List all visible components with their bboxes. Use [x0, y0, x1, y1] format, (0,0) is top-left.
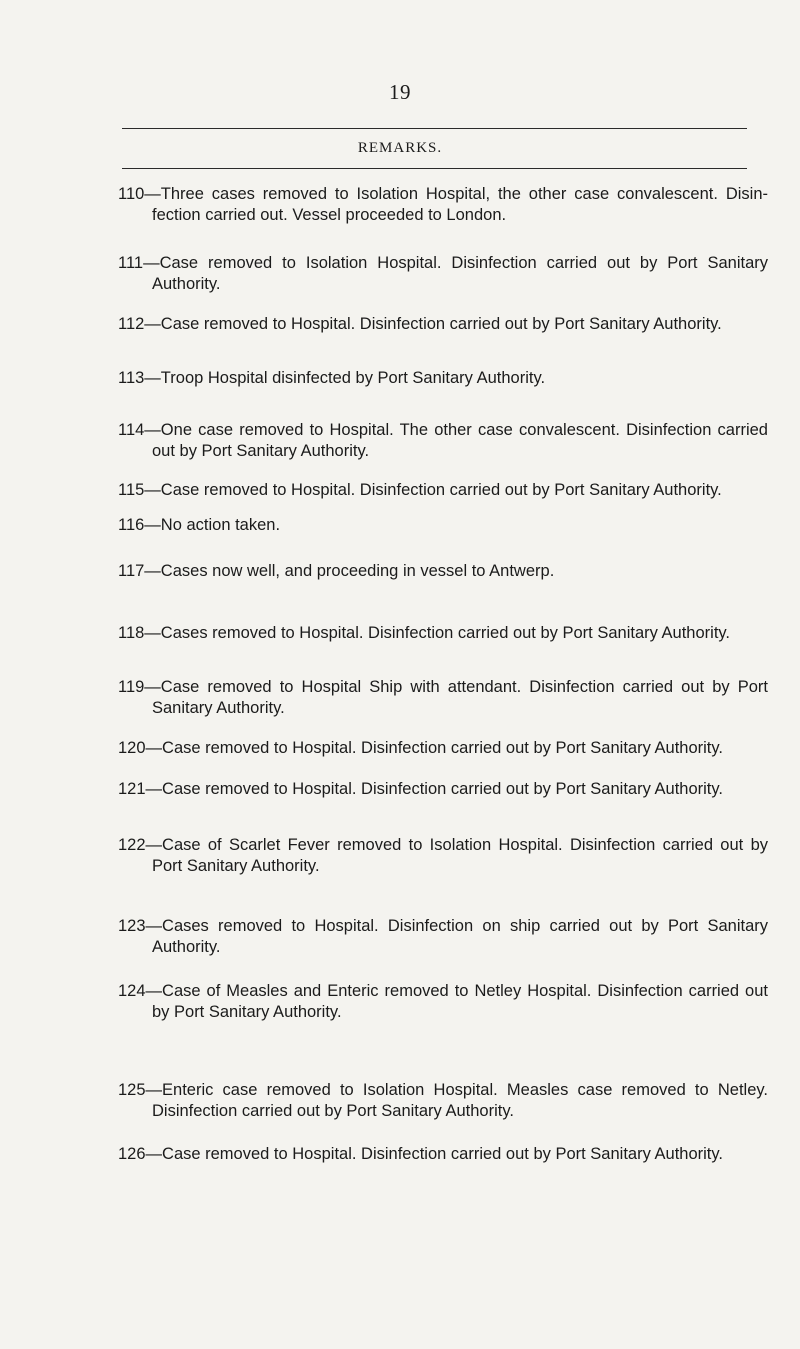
remark-113: 113—Troop Hospital disinfected by Port Sanitary Authority.	[118, 369, 546, 387]
top-rule	[122, 128, 747, 129]
remark-126: 126—Case removed to Hospital. Disinfection carried out by Port Sanitary Authority.	[118, 1145, 723, 1163]
bottom-rule	[122, 168, 747, 169]
remarks-heading: REMARKS.	[357, 140, 443, 156]
remark-120: 120—Case removed to Hospital. Disinfection carried out by Port Sanitary Authority.	[118, 739, 723, 757]
remark-117: 117—Cases now well, and proceeding in vessel to Antwerp.	[118, 562, 555, 580]
remark-112: 112—Case removed to Hospital. Disinfection carried out by Port Sanitary Authority.	[118, 315, 722, 333]
remark-118: 118—Cases removed to Hospital. Disinfection carried out by Port Sanitary Authority.	[118, 624, 731, 642]
remark-121: 121—Case removed to Hospital. Disinfection carried out by Port Sanitary Authority.	[118, 780, 723, 798]
remark-111: 111—Case removed to Isolation Hospital. Disinfection carried out by Port Sanitary Authority.	[118, 254, 768, 293]
remark-122: 122—Case of Scarlet Fever removed to Isolation Hospital. Disinfection carried out by Port Sanitary Authority.	[118, 836, 768, 875]
page-number: 19	[389, 80, 411, 104]
remark-119: 119—Case removed to Hospital Ship with attendant. Disinfection carried out by Port Sanitary Authority.	[118, 678, 768, 717]
remark-116: 116—No action taken.	[118, 516, 281, 534]
remark-110: 110—Three cases removed to Isolation Hospital, the other case convalescent. Disin- fection carried out. Vessel proceeded to London.	[118, 185, 768, 224]
remark-115: 115—Case removed to Hospital. Disinfection carried out by Port Sanitary Authority.	[118, 481, 722, 499]
remark-114: 114—One case removed to Hospital. The other case convalescent. Disinfection carried out by Port Sanitary Authority.	[118, 421, 768, 460]
remark-125: 125—Enteric case removed to Isolation Hospital. Measles case removed to Netley. Disinfection carried out by Port Sanitary Authority.	[118, 1081, 768, 1120]
remark-124: 124—Case of Measles and Enteric removed to Netley Hospital. Disinfection carried out by Port Sanitary Authority.	[118, 982, 768, 1021]
remark-123: 123—Cases removed to Hospital. Disinfection on ship carried out by Port Sanitary Authority.	[118, 917, 768, 956]
